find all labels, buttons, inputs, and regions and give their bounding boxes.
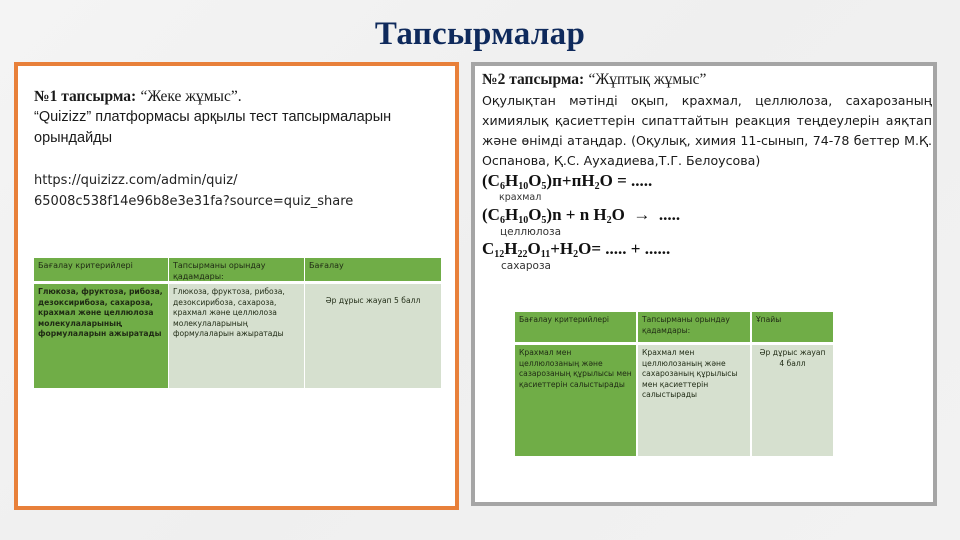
quiz-link-line2[interactable]: 65008c538f14e96b8e3e31fa?source=quiz_share bbox=[34, 194, 354, 209]
task2-text-block bbox=[482, 70, 932, 273]
table-header-steps: Тапсырманы орындау қадамдары: bbox=[638, 312, 750, 342]
task2-panel bbox=[471, 62, 937, 506]
task2-assessment-table bbox=[515, 312, 833, 456]
table-cell-points: Әр дұрыс жауап 4 балл bbox=[752, 345, 833, 456]
table-cell-criteria: Глюкоза, фруктоза, рибоза, дезоксирибоза, сахароза, крахмал және целлюлоза молекулаларының формулаларын ажыратады bbox=[34, 284, 168, 388]
table-header-criteria: Бағалау критерийлері bbox=[515, 312, 636, 342]
table-cell-steps: Крахмал мен целлюлозаның және сахарозаның құрылысы мен қасиеттерін салыстырады bbox=[638, 345, 750, 456]
quiz-link-line1[interactable]: https://quizizz.com/admin/quiz/ bbox=[34, 173, 238, 188]
task1-assessment-table bbox=[34, 258, 441, 388]
task1-text-block bbox=[34, 86, 444, 212]
table-cell-grade: Әр дұрыс жауап 5 балл bbox=[305, 284, 441, 388]
task1-heading bbox=[34, 86, 444, 107]
task2-number-label: №2 тапсырма: bbox=[482, 71, 585, 88]
table-header-steps: Тапсырманы орындау қадамдары: bbox=[169, 258, 304, 281]
task1-type: “Жеке жұмыс”. bbox=[140, 88, 242, 105]
table-cell-criteria: Крахмал мен целлюлозаның және сазарозаның құрылысы мен қасиеттерін салыстырады bbox=[515, 345, 636, 456]
table-cell-steps: Глюкоза, фруктоза, рибоза, дезоксирибоза, сахароза, крахмал және целлюлоза молекулаларының формулаларын ажыратады bbox=[169, 284, 304, 388]
table-header-grade: Бағалау bbox=[305, 258, 441, 281]
task1-description-line2: орындайды bbox=[34, 130, 113, 146]
task1-description-line1: “Quizizz” платформасы арқылы тест тапсырмаларын bbox=[34, 109, 392, 125]
equation-starch-label: крахмал bbox=[499, 192, 542, 203]
equation-sucrose: $C_{12}H_{22}O_{11}+H_2O=$ ..... + ...... bbox=[482, 239, 671, 260]
slide-title: Тапсырмалар bbox=[374, 16, 586, 52]
equation-cellulose: $(C_6H_{10}O_5)n + n$ $H_2O$ → ..... bbox=[482, 205, 681, 226]
task1-number-label: №1 тапсырма: bbox=[34, 88, 137, 105]
equation-cellulose-label: целлюлоза bbox=[500, 226, 562, 238]
equation-sucrose-label: сахароза bbox=[501, 260, 551, 272]
task1-panel bbox=[14, 62, 459, 510]
task2-heading bbox=[482, 70, 932, 90]
equation-starch: $(C_6H_{10}O_5)п+пH_2O$ = ..... bbox=[482, 171, 653, 192]
task2-type: “Жұптық жұмыс” bbox=[588, 71, 707, 88]
quiz-link[interactable] bbox=[34, 170, 444, 212]
table-header-criteria: Бағалау критерийлері bbox=[34, 258, 168, 281]
task2-description: Оқулықтан мәтінді оқып, крахмал, целлюлоза, сахарозаның химиялық қасиеттерін сипаттайтын реакция теңдеулерін аяқтап және өнімді атаңдар. (Оқулық, химия 11-сынып, 74-78 беттер М.Қ. Оспанова, Қ.С. Аухадиева,Т.Г. Белоусова) bbox=[482, 93, 932, 168]
table-header-points: Ұпайы bbox=[752, 312, 833, 342]
